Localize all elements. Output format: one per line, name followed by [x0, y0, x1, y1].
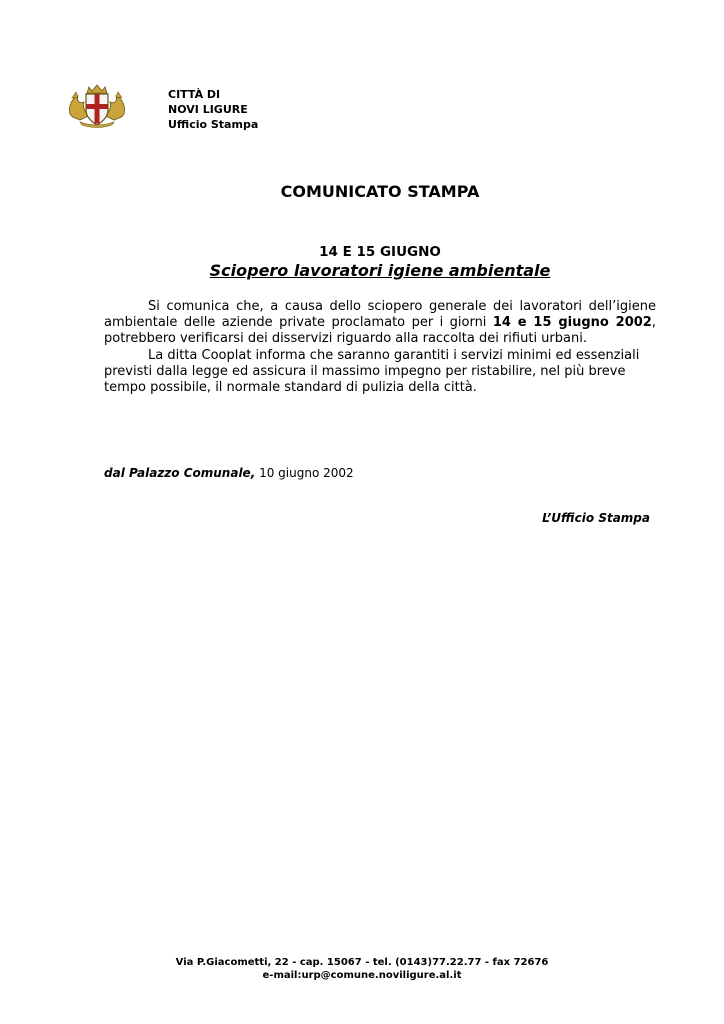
footer: [0, 956, 724, 982]
organization-header: [168, 87, 258, 132]
crown-icon: [87, 85, 107, 93]
document-title: COMUNICATO STAMPA: [280, 182, 480, 201]
subject-heading: Sciopero lavoratori igiene ambientale: [209, 261, 551, 280]
city-crest-logo: [66, 84, 128, 128]
dateline: [104, 466, 354, 480]
dateline-date: 10 giugno 2002: [259, 466, 354, 480]
footer-email: e-mail:urp@comune.noviligure.al.it: [262, 970, 462, 981]
org-line-office: Ufficio Stampa: [168, 118, 259, 131]
body-paragraph-2: La ditta Cooplat informa che saranno garantiti i servizi minimi ed essenziali previsti dalla legge ed assicura il massimo impegno per ristabilire, nel più breve tempo possibile, il normale standard di pulizia della città.: [104, 347, 640, 396]
body-text: [104, 299, 656, 396]
left-griffin-icon: [69, 96, 88, 120]
org-line-city: CITTÀ DI: [168, 88, 221, 101]
p1-highlighted-dates: 14 e 15 giugno 2002: [492, 315, 652, 331]
p1-text-start: Si comunica che, a causa dello sciopero generale dei lavoratori dell’igiene ambientale delle aziende private proclamato per i giorni: [104, 299, 656, 331]
signature: L’Ufficio Stampa: [542, 511, 650, 525]
right-griffin-icon: [106, 96, 125, 120]
org-line-name: NOVI LIGURE: [168, 103, 248, 116]
body-paragraph-1: [104, 299, 656, 348]
p1-text-end: , potrebbero verificarsi dei disservizi riguardo alla raccolta dei rifiuti urbani.: [104, 315, 656, 347]
footer-address: Via P.Giacometti, 22 - cap. 15067 - tel. (0143)77.22.77 - fax 72676: [175, 957, 549, 968]
date-heading: 14 E 15 GIUGNO: [319, 244, 441, 260]
dateline-place: dal Palazzo Comunale,: [104, 466, 256, 480]
